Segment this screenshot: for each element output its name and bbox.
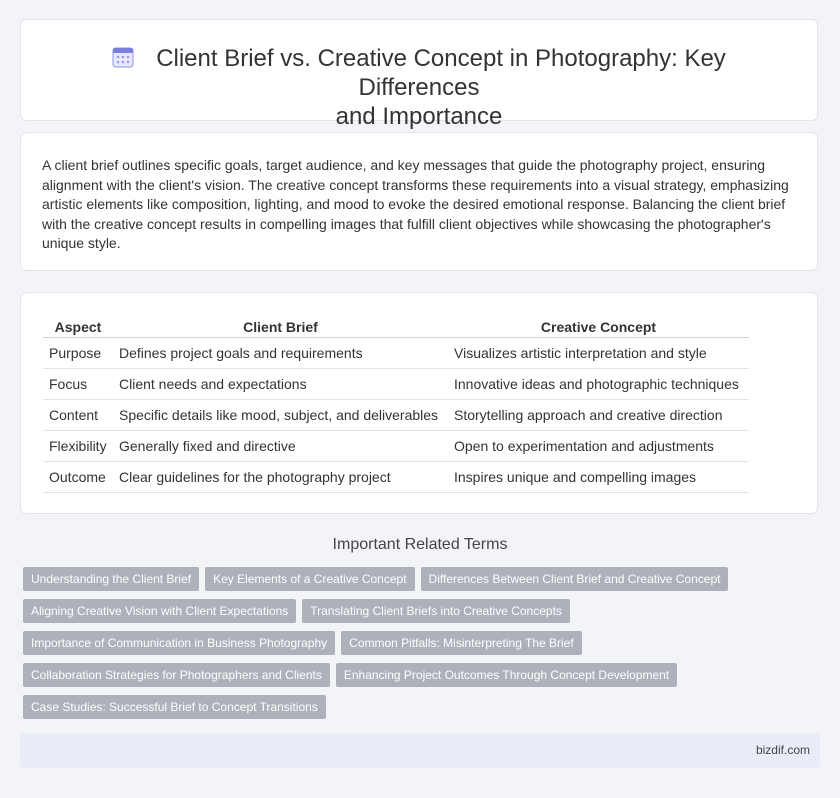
table-row [43, 400, 749, 431]
related-term-tag[interactable]: Common Pitfalls: Misinterpreting The Brief [341, 631, 582, 655]
header-creative-concept: Creative Concept [448, 317, 749, 338]
tag-row [23, 695, 813, 719]
cell-creative-concept: Visualizes artistic interpretation and style [448, 338, 749, 369]
title-line-2: and Importance [335, 103, 503, 130]
table-header-row [43, 317, 749, 338]
table-row [43, 338, 749, 369]
cell-aspect: Focus [43, 369, 113, 400]
calendar-icon [112, 46, 134, 68]
cell-aspect: Purpose [43, 338, 113, 369]
tag-row [23, 599, 813, 623]
cell-aspect: Outcome [43, 462, 113, 493]
footer [20, 734, 820, 768]
summary-card [20, 132, 818, 271]
related-term-tag[interactable]: Differences Between Client Brief and Creative Concept [421, 567, 729, 591]
related-terms-list [23, 567, 813, 727]
related-term-tag[interactable]: Case Studies: Successful Brief to Concept Transitions [23, 695, 326, 719]
cell-creative-concept: Open to experimentation and adjustments [448, 431, 749, 462]
page-title [21, 44, 817, 131]
cell-creative-concept: Storytelling approach and creative direction [448, 400, 749, 431]
cell-aspect: Content [43, 400, 113, 431]
related-term-tag[interactable]: Translating Client Briefs into Creative Concepts [302, 599, 570, 623]
related-term-tag[interactable]: Collaboration Strategies for Photographers and Clients [23, 663, 330, 687]
cell-client-brief: Defines project goals and requirements [113, 338, 448, 369]
cell-aspect: Flexibility [43, 431, 113, 462]
table-row [43, 462, 749, 493]
related-terms-title: Important Related Terms [332, 536, 508, 553]
table-row [43, 431, 749, 462]
related-term-tag[interactable]: Key Elements of a Creative Concept [205, 567, 414, 591]
cell-creative-concept: Inspires unique and compelling images [448, 462, 749, 493]
cell-client-brief: Specific details like mood, subject, and deliverables [113, 400, 448, 431]
title-line-1: Client Brief vs. Creative Concept in Photography: Key Differences [112, 45, 726, 101]
comparison-table [43, 317, 749, 493]
related-term-tag[interactable]: Enhancing Project Outcomes Through Concept Development [336, 663, 677, 687]
comparison-card [20, 292, 818, 514]
cell-client-brief: Client needs and expectations [113, 369, 448, 400]
header-client-brief: Client Brief [113, 317, 448, 338]
tag-row [23, 567, 813, 591]
cell-client-brief: Clear guidelines for the photography project [113, 462, 448, 493]
header-aspect: Aspect [43, 317, 113, 338]
title-card [20, 19, 818, 130]
related-term-tag[interactable]: Understanding the Client Brief [23, 567, 199, 591]
summary-text: A client brief outlines specific goals, target audience, and key messages that guide the photography project, ensuring alignment with the client's vision. The creative concept transforms these requirements into a visual strategy, emphasizing artistic elements like composition, lighting, and mood to evoke the desired emotional response. Balancing the client brief with the creative concept results in compelling images that fulfill client objectives while showcasing the photographer's unique style. [42, 157, 789, 251]
tag-row [23, 631, 813, 655]
related-term-tag[interactable]: Aligning Creative Vision with Client Expectations [23, 599, 296, 623]
cell-client-brief: Generally fixed and directive [113, 431, 448, 462]
tag-row [23, 663, 813, 687]
related-term-tag[interactable]: Importance of Communication in Business Photography [23, 631, 335, 655]
cell-creative-concept: Innovative ideas and photographic techniques [448, 369, 749, 400]
table-row [43, 369, 749, 400]
footer-site-link[interactable]: bizdif.com [755, 743, 810, 757]
